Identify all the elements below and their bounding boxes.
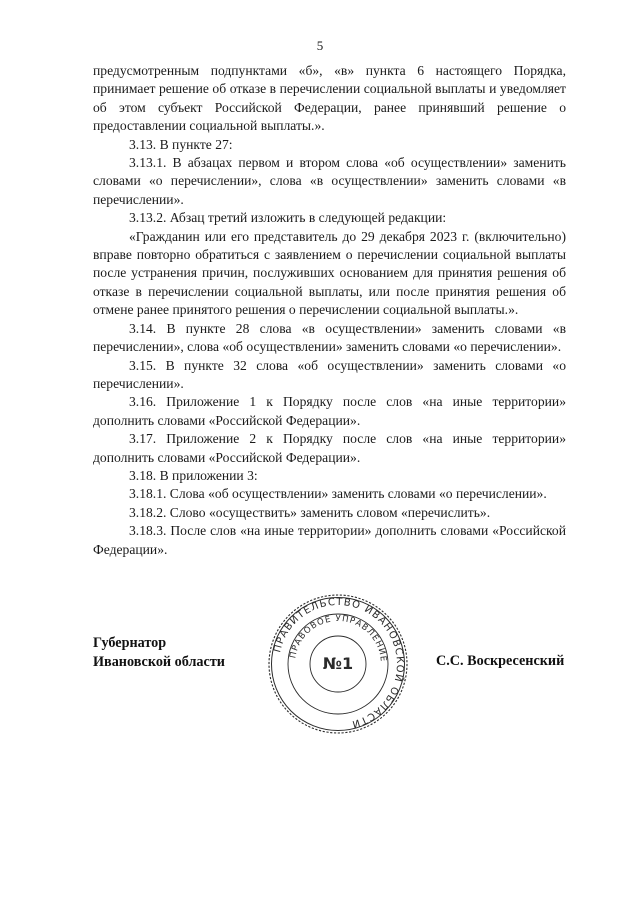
paragraph: 3.18.1. Слова «об осуществлении» заменить словами «о перечислении». [129, 486, 547, 502]
paragraph: 3.13.2. Абзац третий изложить в следующей редакции: [129, 210, 447, 226]
signatory-position [93, 634, 225, 671]
stamp-number: №1 [322, 654, 354, 673]
paragraph: 3.18.2. Слово «осуществить» заменить словом «перечислить». [129, 504, 491, 520]
signatory-position-line2: Ивановской области [93, 653, 225, 670]
paragraph: 3.16. Приложение 1 к Порядку после слов «на иные территории» дополнить словами «Российской Федерации». [93, 394, 566, 428]
document-body [93, 62, 566, 559]
paragraph: 3.18.3. После слов «на иные территории» дополнить словами «Российской Федерации». [93, 523, 566, 557]
stamp-outer-text: ПРАВИТЕЛЬСТВО ИВАНОВСКОЙ ОБЛАСТИ [272, 596, 406, 730]
paragraph: 3.13. В пункте 27: [129, 136, 233, 152]
paragraph: 3.13.1. В абзацах первом и втором слова «об осуществлении» заменить словами «о перечислении», слова «в осуществлении» заменить словами «в перечислении». [93, 155, 566, 207]
paragraph: 3.18. В приложении 3: [129, 467, 258, 483]
signatory-position-line1: Губернатор [93, 635, 167, 651]
stamp-inner-text: ПРАВОВОЕ УПРАВЛЕНИЕ [288, 613, 389, 663]
page-number: 5 [316, 38, 324, 53]
paragraph: 3.17. Приложение 2 к Порядку после слов «на иные территории» дополнить словами «Российской Федерации». [93, 431, 566, 465]
official-stamp [266, 592, 410, 736]
paragraph: 3.14. В пункте 28 слова «в осуществлении» заменить словами «в перечислении», слова «об осуществлении» заменить словами «о перечислении». [93, 320, 566, 355]
signatory-name: С.С. Воскресенский [436, 653, 565, 669]
paragraph: 3.15. В пункте 32 слова «об осуществлении» заменить словами «о перечислении». [93, 357, 566, 391]
paragraph: «Гражданин или его представитель до 29 декабря 2023 г. (включительно) вправе повторно обратиться с заявлением о перечислении социальной выплаты после устранения причин, послуживших основанием для принятия решения об отказе в перечислении социальной выплаты, или после принятия решения об отмене ранее принятого решения о перечислении социальной выплаты.». [93, 228, 566, 318]
paragraph: предусмотренным подпунктами «б», «в» пункта 6 настоящего Порядка, принимает решение об отказе в перечислении социальной выплаты и уведомляет об этом субъект Российской Федерации, ранее принявший решение о предоставлении социальной выплаты.». [93, 63, 566, 134]
